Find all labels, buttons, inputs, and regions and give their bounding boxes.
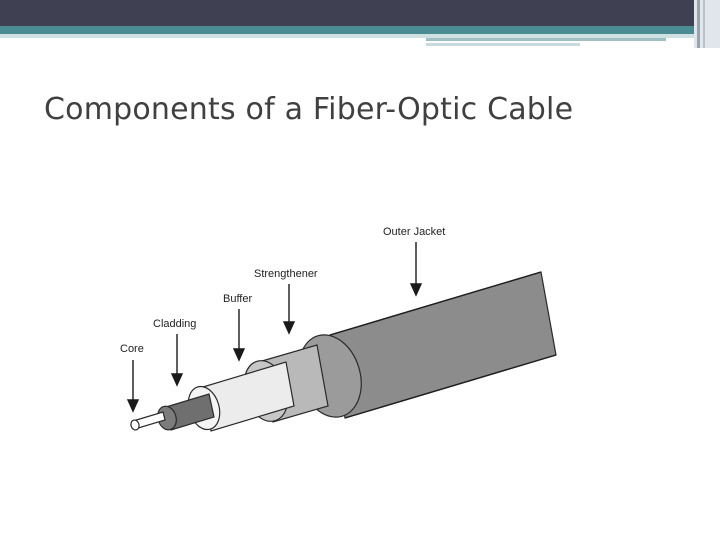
label-outer-jacket: Outer Jacket <box>383 226 446 238</box>
outer-jacket-layer <box>289 272 556 425</box>
arrow-cladding <box>172 334 182 385</box>
label-buffer: Buffer <box>223 293 253 305</box>
label-strengthener: Strengthener <box>254 268 318 280</box>
arrow-core <box>128 360 138 411</box>
arrow-outer-jacket <box>411 242 421 295</box>
arrow-buffer <box>234 309 244 360</box>
label-cladding: Cladding <box>153 318 197 330</box>
label-core: Core <box>120 343 144 355</box>
outer-jacket-body <box>330 272 556 418</box>
slide-title: Components of a Fiber-Optic Cable <box>44 92 574 127</box>
arrow-strengthener <box>284 284 294 333</box>
core-layer <box>130 412 165 431</box>
